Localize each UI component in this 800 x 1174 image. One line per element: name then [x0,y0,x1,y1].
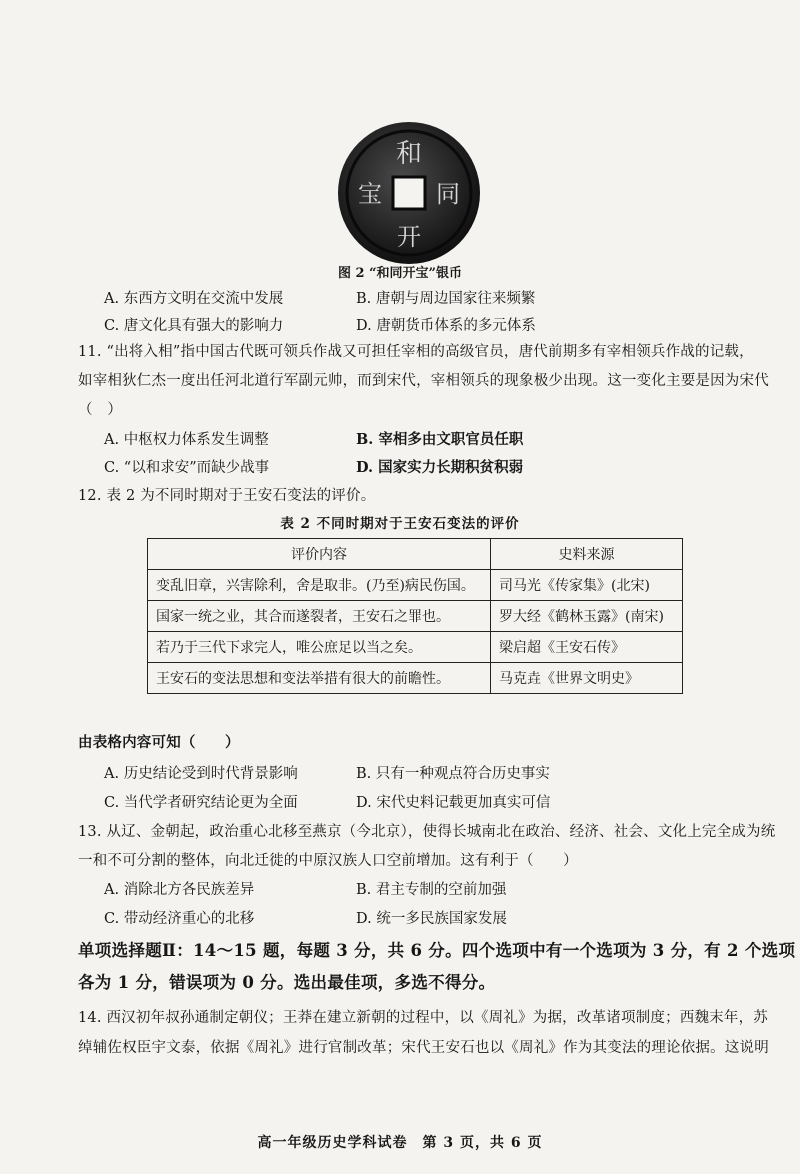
table-cell-source: 马克垚《世界文明史》 [491,663,683,694]
figure-caption: 图 2 “和同开宝”银币 [337,266,463,281]
table-row [148,632,683,663]
q10-option-c: C. 唐文化具有强大的影响力 [104,318,284,334]
q13-option-c: C. 带动经济重心的北移 [104,911,255,927]
coin-char-top: 和 [395,139,423,169]
coin-image [336,120,482,266]
q13-option-a: A. 消除北方各民族差异 [104,882,255,898]
q12-option-b: B. 只有一种观点符合历史事实 [356,766,550,782]
q10-option-b: B. 唐朝与周边国家往来频繁 [356,291,536,307]
table-cell-content: 国家一统之业，其合而遂裂者，王安石之罪也。 [148,601,491,632]
q13-stem-line1: 13. 从辽、金朝起，政治重心北移至燕京（今北京），使得长城南北在政治、经济、社会、文化上完全成为统 [78,824,776,840]
table-cell-source: 司马光《传家集》(北宋) [491,570,683,601]
table-row [148,570,683,601]
q12-stem: 12. 表 2 为不同时期对于王安石变法的评价。 [78,488,376,504]
table-header-content: 评价内容 [148,539,491,570]
page-footer: 高一年级历史学科试卷 第 3 页，共 6 页 [257,1135,543,1151]
q12-after-table: 由表格内容可知（ ） [78,734,240,751]
table-header-source: 史料来源 [491,539,683,570]
q13-option-d: D. 统一多民族国家发展 [356,911,507,927]
table-row [148,663,683,694]
q11-option-b: B. 宰相多由文职官员任职 [356,431,524,448]
q14-stem-line1: 14. 西汉初年叔孙通制定朝仪；王莽在建立新朝的过程中，以《周礼》为据，改革诸项制度；西魏末年，苏 [78,1010,768,1026]
q11-answer-blank: （ ） [78,402,123,418]
q11-stem-line2: 如宰相狄仁杰一度出任河北道行军副元帅，而到宋代，宰相领兵的现象极少出现。这一变化主要是因为宋代 [78,373,769,389]
q14-stem-line2: 绰辅佐权臣宇文泰，依据《周礼》进行官制改革；宋代王安石也以《周礼》作为其变法的理论依据。这说明 [78,1040,769,1056]
q12-option-d: D. 宋代史料记载更加真实可信 [356,795,551,811]
q11-option-c: C. “以和求安”而缺少战事 [104,460,270,476]
q11-stem-line1: 11. “出将入相”指中国古代既可领兵作战又可担任宰相的高级官员，唐代前期多有宰相领兵作战的记载， [78,344,754,360]
coin-char-left: 宝 [358,180,382,208]
table-cell-source: 罗大经《鹤林玉露》(南宋) [491,601,683,632]
q12-option-c: C. 当代学者研究结论更为全面 [104,795,298,811]
table-cell-source: 梁启超《王安石传》 [491,632,683,663]
table-header-row [148,539,683,570]
table-cell-content: 若乃于三代下求完人，唯公庶足以当之矣。 [148,632,491,663]
q13-stem-line2: 一和不可分割的整体，向北迁徙的中原汉族人口空前增加。这有利于（ ） [78,853,578,869]
q10-option-d: D. 唐朝货币体系的多元体系 [356,318,536,334]
coin-figure [336,120,482,266]
q11-option-a: A. 中枢权力体系发生调整 [104,432,269,448]
table-row [148,601,683,632]
q13-option-b: B. 君主专制的空前加强 [356,882,507,898]
q12-option-a: A. 历史结论受到时代背景影响 [104,766,298,782]
section-heading-line2: 各为 1 分，错误项为 0 分。选出最佳项，多选不得分。 [78,973,496,992]
q10-option-a: A. 东西方文明在交流中发展 [104,291,284,307]
table-title: 表 2 不同时期对于王安石变法的评价 [280,516,520,532]
q11-option-d: D. 国家实力长期积贫积弱 [356,459,524,476]
coin-char-right: 同 [436,180,460,208]
table-cell-content: 王安石的变法思想和变法举措有很大的前瞻性。 [148,663,491,694]
section-heading-line1: 单项选择题Ⅱ：14～15 题，每题 3 分，共 6 分。四个选项中有一个选项为 3 分，有 2 个选项 [78,941,796,960]
evaluation-table [147,538,683,694]
table-cell-content: 变乱旧章，兴害除利，舍是取非。(乃至)病民伤国。 [148,570,491,601]
coin-char-bottom: 开 [397,223,421,251]
